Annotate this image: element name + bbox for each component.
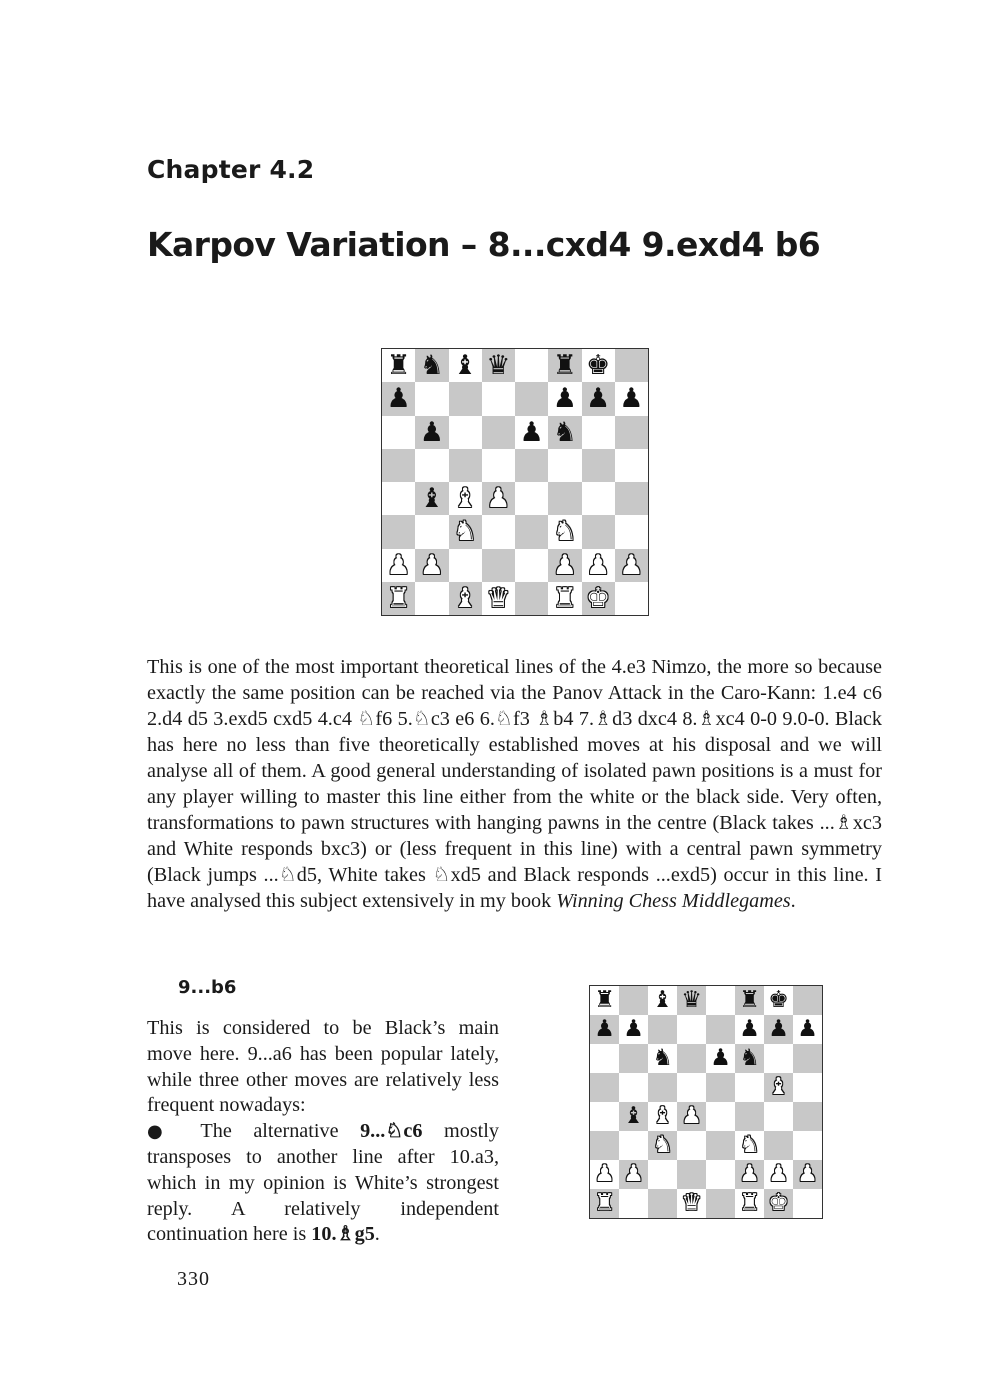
white-pawn-icon: ♟ <box>419 549 444 581</box>
bullet-move-2: 10.♗g5 <box>311 1223 375 1246</box>
square-a7 <box>382 382 415 415</box>
square-g2 <box>764 1160 793 1189</box>
square-a1 <box>590 1189 619 1218</box>
square-h1 <box>793 1189 822 1218</box>
square-a5 <box>590 1073 619 1102</box>
chess-diagram-1 <box>381 348 649 616</box>
square-f2 <box>548 549 581 582</box>
square-a5 <box>382 449 415 482</box>
square-b6 <box>619 1044 648 1073</box>
white-rook-icon: ♜ <box>739 1190 760 1216</box>
black-pawn-icon: ♟ <box>623 1016 644 1042</box>
white-knight-icon: ♞ <box>552 516 577 548</box>
white-pawn-icon: ♟ <box>739 1161 760 1187</box>
intro-paragraph <box>147 654 882 914</box>
square-e8 <box>706 986 735 1015</box>
square-f3 <box>735 1131 764 1160</box>
white-pawn-icon: ♟ <box>681 1103 702 1129</box>
square-f8 <box>548 349 581 382</box>
square-c3 <box>648 1131 677 1160</box>
square-e7 <box>706 1015 735 1044</box>
square-a8 <box>590 986 619 1015</box>
square-a4 <box>382 482 415 515</box>
square-a6 <box>590 1044 619 1073</box>
square-d3 <box>677 1131 706 1160</box>
square-c1 <box>648 1189 677 1218</box>
square-a3 <box>590 1131 619 1160</box>
square-f5 <box>548 449 581 482</box>
square-a3 <box>382 515 415 548</box>
square-e3 <box>515 515 548 548</box>
square-b2 <box>619 1160 648 1189</box>
square-d1 <box>677 1189 706 1218</box>
square-h7 <box>793 1015 822 1044</box>
black-pawn-icon: ♟ <box>619 383 644 415</box>
square-c5 <box>449 449 482 482</box>
square-g4 <box>764 1102 793 1131</box>
square-c4 <box>449 482 482 515</box>
white-queen-icon: ♛ <box>486 582 511 614</box>
square-h6 <box>615 416 648 449</box>
square-b4 <box>619 1102 648 1131</box>
chapter-title: Karpov Variation – 8...cxd4 9.exd4 b6 <box>147 225 821 264</box>
square-a2 <box>382 549 415 582</box>
square-h1 <box>615 582 648 615</box>
square-c7 <box>648 1015 677 1044</box>
square-f8 <box>735 986 764 1015</box>
square-a1 <box>382 582 415 615</box>
black-king-icon: ♚ <box>586 350 611 382</box>
white-pawn-icon: ♟ <box>486 483 511 515</box>
square-h6 <box>793 1044 822 1073</box>
black-pawn-icon: ♟ <box>797 1016 818 1042</box>
square-d2 <box>482 549 515 582</box>
square-h2 <box>793 1160 822 1189</box>
square-b3 <box>619 1131 648 1160</box>
square-d5 <box>482 449 515 482</box>
black-knight-icon: ♞ <box>552 416 577 448</box>
square-f5 <box>735 1073 764 1102</box>
square-d7 <box>482 382 515 415</box>
white-pawn-icon: ♟ <box>594 1161 615 1187</box>
white-bishop-icon: ♝ <box>453 483 478 515</box>
black-bishop-icon: ♝ <box>453 350 478 382</box>
black-pawn-icon: ♟ <box>386 383 411 415</box>
square-h2 <box>615 549 648 582</box>
bullet-icon: ● <box>147 1121 180 1143</box>
intro-end: . <box>790 890 796 912</box>
black-bishop-icon: ♝ <box>623 1103 644 1129</box>
square-f4 <box>548 482 581 515</box>
white-pawn-icon: ♟ <box>586 549 611 581</box>
square-h5 <box>615 449 648 482</box>
white-king-icon: ♚ <box>768 1190 789 1216</box>
move-heading: 9...b6 <box>178 977 237 998</box>
square-c2 <box>648 1160 677 1189</box>
square-g7 <box>764 1015 793 1044</box>
black-knight-icon: ♞ <box>739 1045 760 1071</box>
black-pawn-icon: ♟ <box>739 1016 760 1042</box>
black-bishop-icon: ♝ <box>652 987 673 1013</box>
bullet-item <box>147 1119 499 1248</box>
black-pawn-icon: ♟ <box>586 383 611 415</box>
square-e2 <box>706 1160 735 1189</box>
square-c6 <box>648 1044 677 1073</box>
square-b6 <box>415 416 448 449</box>
square-g3 <box>764 1131 793 1160</box>
square-b5 <box>415 449 448 482</box>
square-b7 <box>415 382 448 415</box>
square-d4 <box>677 1102 706 1131</box>
square-d3 <box>482 515 515 548</box>
square-f7 <box>548 382 581 415</box>
black-pawn-icon: ♟ <box>594 1016 615 1042</box>
square-c8 <box>648 986 677 1015</box>
square-e4 <box>515 482 548 515</box>
section-paragraph <box>147 1016 499 1248</box>
square-h8 <box>615 349 648 382</box>
book-title: Winning Chess Middlegames <box>556 890 791 912</box>
square-e5 <box>515 449 548 482</box>
square-g6 <box>582 416 615 449</box>
square-d2 <box>677 1160 706 1189</box>
black-queen-icon: ♛ <box>681 987 702 1013</box>
square-a4 <box>590 1102 619 1131</box>
square-c6 <box>449 416 482 449</box>
white-bishop-icon: ♝ <box>453 582 478 614</box>
square-a6 <box>382 416 415 449</box>
white-knight-icon: ♞ <box>739 1132 760 1158</box>
black-pawn-icon: ♟ <box>419 416 444 448</box>
black-pawn-icon: ♟ <box>552 383 577 415</box>
square-b3 <box>415 515 448 548</box>
square-c1 <box>449 582 482 615</box>
white-bishop-icon: ♝ <box>652 1103 673 1129</box>
black-rook-icon: ♜ <box>386 350 411 382</box>
square-e7 <box>515 382 548 415</box>
square-b5 <box>619 1073 648 1102</box>
square-g5 <box>764 1073 793 1102</box>
bullet-mid: mostly transposes to another line after 10.a3, which in my opinion is White’s strongest reply. A relatively independent continuation here is <box>147 1120 499 1246</box>
square-g8 <box>764 986 793 1015</box>
white-knight-icon: ♞ <box>652 1132 673 1158</box>
square-h8 <box>793 986 822 1015</box>
intro-text: This is one of the most important theoretical lines of the 4.e3 Nimzo, the more so because exactly the same position can be reached via the Panov Attack in the Caro-Kann: 1.e4 c6 2.d4 d5 3.exd5 cxd5 4.c4 ♘f6 5.♘c3 e6 6.♘f3 ♗b4 7.♗d3 dxc4 8.♗xc4 0-0 9.0-0. Black has here no less than five theoretically established moves at his disposal and we will analyse all of them. A good general understanding of isolated pawn positions is a must for any player willing to master this line either from the white or the black side. Very often, transformations to pawn structures with hanging pawns in the centre (Black takes ...♗xc3 and White responds bxc3) or (less frequent in this line) with a central pawn symmetry (Black jumps ...♘d5, White takes ♘xd5 and Black responds ...exd5) occur in this line. I have analysed this subject extensively in my book <box>147 656 882 912</box>
square-g1 <box>764 1189 793 1218</box>
black-pawn-icon: ♟ <box>519 416 544 448</box>
square-e1 <box>706 1189 735 1218</box>
square-g4 <box>582 482 615 515</box>
square-g1 <box>582 582 615 615</box>
square-e6 <box>515 416 548 449</box>
black-pawn-icon: ♟ <box>710 1045 731 1071</box>
white-queen-icon: ♛ <box>681 1190 702 1216</box>
square-h5 <box>793 1073 822 1102</box>
square-h3 <box>793 1131 822 1160</box>
bullet-pre: The alternative <box>179 1120 361 1143</box>
square-g6 <box>764 1044 793 1073</box>
square-e4 <box>706 1102 735 1131</box>
white-king-icon: ♚ <box>586 582 611 614</box>
square-h4 <box>615 482 648 515</box>
white-rook-icon: ♜ <box>386 582 411 614</box>
black-rook-icon: ♜ <box>552 350 577 382</box>
black-rook-icon: ♜ <box>594 987 615 1013</box>
white-pawn-icon: ♟ <box>797 1161 818 1187</box>
square-b8 <box>415 349 448 382</box>
square-c8 <box>449 349 482 382</box>
square-e8 <box>515 349 548 382</box>
chess-diagram-2 <box>589 985 823 1219</box>
square-d8 <box>677 986 706 1015</box>
square-f2 <box>735 1160 764 1189</box>
square-b1 <box>619 1189 648 1218</box>
black-knight-icon: ♞ <box>419 350 444 382</box>
square-f6 <box>548 416 581 449</box>
square-c2 <box>449 549 482 582</box>
section-text: This is considered to be Black’s main move here. 9...a6 has been popular lately, while three other moves are relatively less frequent nowadays: <box>147 1017 499 1117</box>
white-pawn-icon: ♟ <box>619 549 644 581</box>
square-a8 <box>382 349 415 382</box>
square-f3 <box>548 515 581 548</box>
black-queen-icon: ♛ <box>486 350 511 382</box>
square-f6 <box>735 1044 764 1073</box>
square-a7 <box>590 1015 619 1044</box>
square-g7 <box>582 382 615 415</box>
square-g2 <box>582 549 615 582</box>
square-b8 <box>619 986 648 1015</box>
square-e3 <box>706 1131 735 1160</box>
square-c5 <box>648 1073 677 1102</box>
square-e1 <box>515 582 548 615</box>
square-a2 <box>590 1160 619 1189</box>
square-f1 <box>735 1189 764 1218</box>
chapter-label: Chapter 4.2 <box>147 155 315 184</box>
white-knight-icon: ♞ <box>453 516 478 548</box>
square-f1 <box>548 582 581 615</box>
bullet-move: 9...♘c6 <box>360 1120 423 1143</box>
square-b7 <box>619 1015 648 1044</box>
white-rook-icon: ♜ <box>594 1190 615 1216</box>
square-b1 <box>415 582 448 615</box>
square-c3 <box>449 515 482 548</box>
square-d4 <box>482 482 515 515</box>
black-king-icon: ♚ <box>768 987 789 1013</box>
square-g8 <box>582 349 615 382</box>
square-d6 <box>482 416 515 449</box>
white-pawn-icon: ♟ <box>386 549 411 581</box>
square-c4 <box>648 1102 677 1131</box>
black-rook-icon: ♜ <box>739 987 760 1013</box>
square-h7 <box>615 382 648 415</box>
square-d8 <box>482 349 515 382</box>
square-d7 <box>677 1015 706 1044</box>
square-f4 <box>735 1102 764 1131</box>
page-number: 330 <box>177 1268 210 1290</box>
square-b4 <box>415 482 448 515</box>
white-bishop-icon: ♝ <box>768 1074 789 1100</box>
square-e2 <box>515 549 548 582</box>
square-g5 <box>582 449 615 482</box>
square-e5 <box>706 1073 735 1102</box>
square-b2 <box>415 549 448 582</box>
square-e6 <box>706 1044 735 1073</box>
white-pawn-icon: ♟ <box>623 1161 644 1187</box>
square-g3 <box>582 515 615 548</box>
bullet-end: . <box>374 1223 380 1246</box>
black-knight-icon: ♞ <box>652 1045 673 1071</box>
black-pawn-icon: ♟ <box>768 1016 789 1042</box>
square-h4 <box>793 1102 822 1131</box>
square-d6 <box>677 1044 706 1073</box>
square-d5 <box>677 1073 706 1102</box>
square-c7 <box>449 382 482 415</box>
white-rook-icon: ♜ <box>552 582 577 614</box>
black-bishop-icon: ♝ <box>419 483 444 515</box>
white-pawn-icon: ♟ <box>552 549 577 581</box>
square-f7 <box>735 1015 764 1044</box>
square-d1 <box>482 582 515 615</box>
square-h3 <box>615 515 648 548</box>
white-pawn-icon: ♟ <box>768 1161 789 1187</box>
